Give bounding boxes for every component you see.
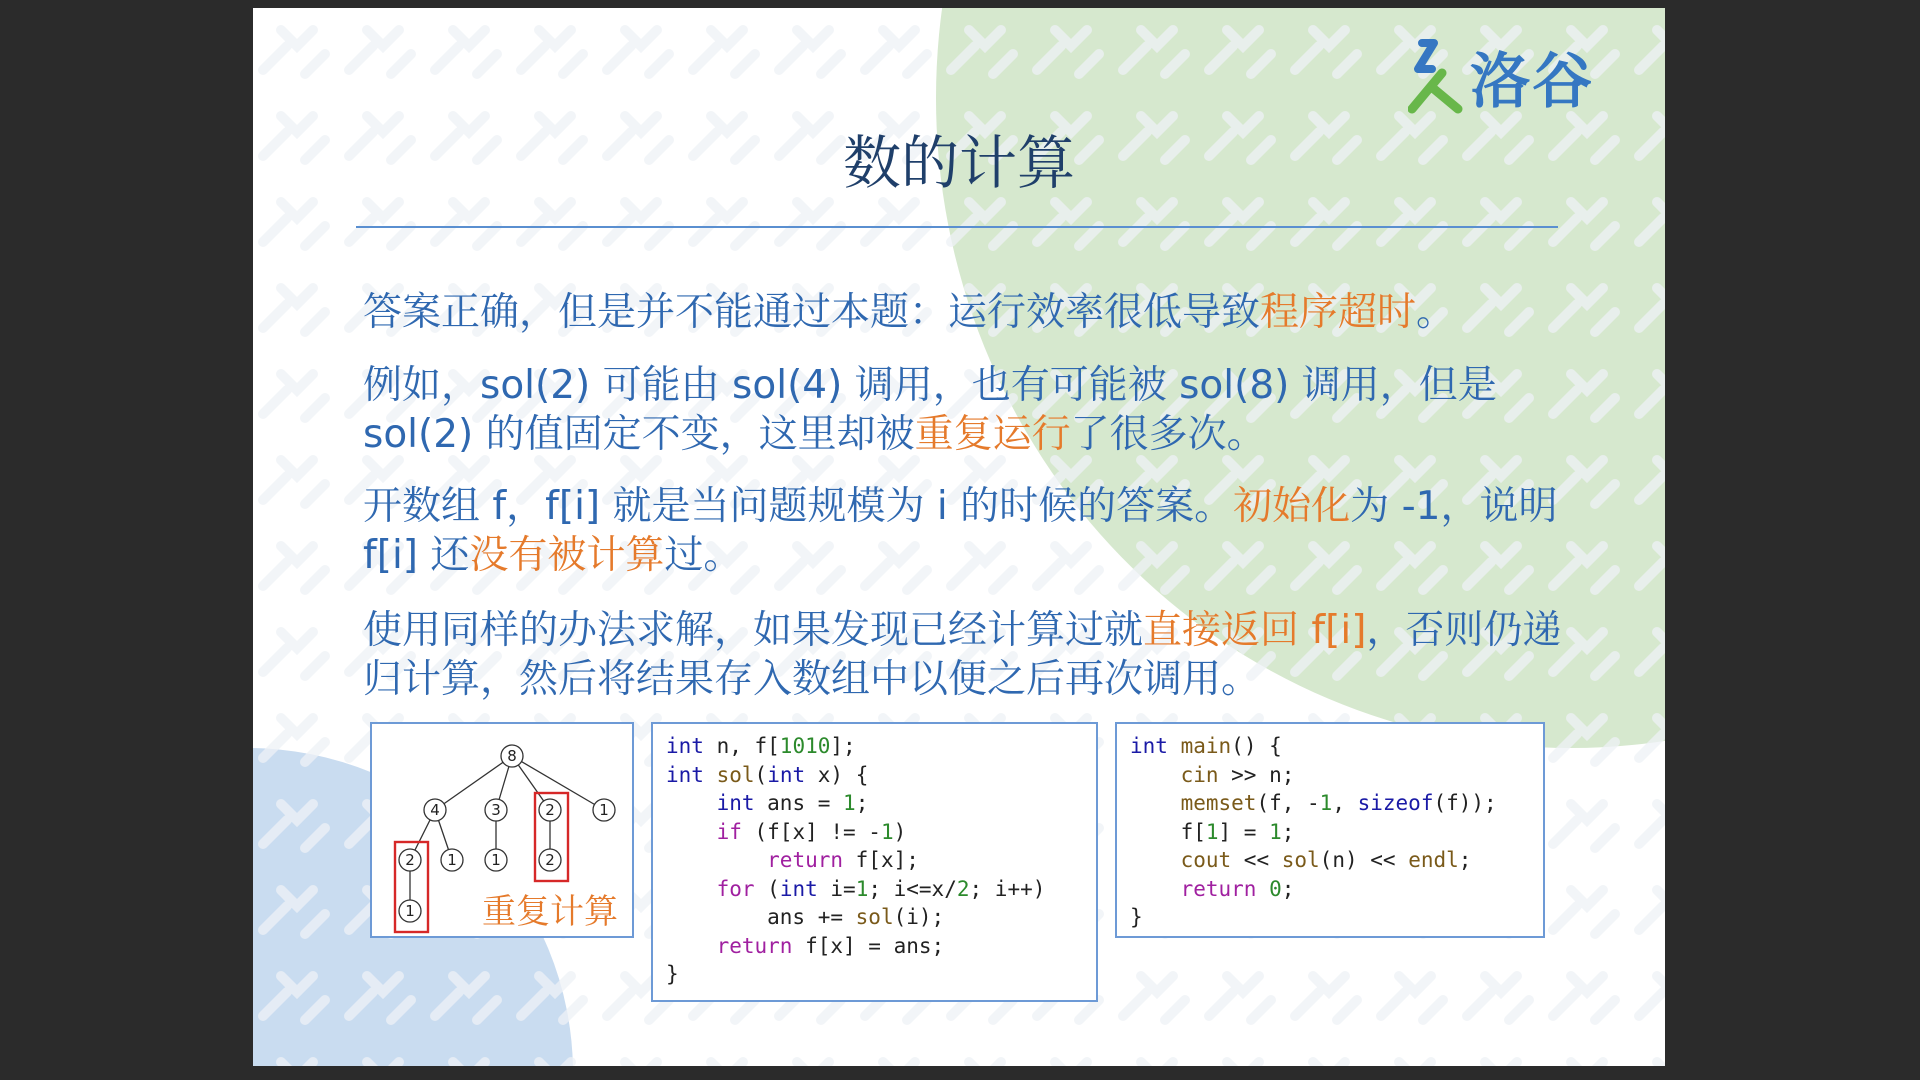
code-token: 1010: [779, 734, 831, 758]
code-token: sol: [716, 762, 755, 787]
code-token: return: [767, 848, 844, 872]
code-token: ,: [1332, 791, 1358, 815]
tree-node: 3: [491, 801, 501, 819]
p3-end: 过。: [664, 533, 743, 578]
p3-text: 开数组 f，f[i] 就是当问题规模为 i 的时候的答案。: [363, 484, 1234, 529]
code-token: [666, 877, 717, 901]
tree-node: 2: [545, 851, 555, 869]
code-token: [666, 934, 717, 958]
tree-node: 4: [430, 801, 440, 819]
code-token: sol: [855, 905, 894, 929]
p4-text: 使用同样的办法求解，如果发现已经计算过就: [363, 608, 1144, 653]
title-divider: [356, 226, 1558, 228]
code-block-sol: [651, 722, 1098, 1002]
code-token: ;: [855, 791, 869, 815]
tree-node: 2: [545, 801, 555, 819]
code-token: (f[x] != -: [741, 819, 881, 844]
code-token: memset: [1180, 791, 1257, 815]
p2-text: 例如，sol(2) 可能由 sol(4) 调用，也有可能被 sol(8) 调用，但是 sol(2) 的值固定不变，这里却被: [363, 363, 1497, 457]
code-token: [1130, 877, 1181, 901]
code-token: }: [666, 962, 679, 986]
tree-node: 1: [599, 801, 609, 819]
code-token: return: [1180, 876, 1257, 901]
p1-highlight: 程序超时: [1260, 290, 1417, 335]
code-token: ;: [1458, 848, 1472, 872]
code-token: 1: [1269, 819, 1282, 844]
code-token: (f));: [1433, 791, 1497, 815]
code-token: (i);: [893, 905, 945, 929]
code-block-main: [1115, 722, 1545, 938]
paragraph-4: [363, 606, 1583, 704]
code-token: ans +=: [666, 905, 856, 929]
p4-end: ，否则仍递归计算，然后将结果存入数组中以便之后再次调用。: [363, 608, 1562, 702]
paragraph-1: [363, 288, 1583, 337]
code-token: f[: [1130, 819, 1206, 844]
p2-end: 了很多次。: [1070, 412, 1266, 457]
p2-highlight: 重复运行: [914, 412, 1071, 457]
code-token: ];: [830, 734, 856, 758]
code-token: <<: [1231, 848, 1282, 872]
p3-middle: 为 -1，说明 f[i] 还: [363, 484, 1558, 578]
code-token: (f, -: [1256, 791, 1320, 815]
tree-node: 2: [405, 851, 415, 869]
code-token: [666, 820, 717, 844]
code-token: 0: [1269, 876, 1282, 901]
code-token: ] =: [1218, 819, 1270, 844]
code-sol: [653, 724, 1096, 989]
tree-node: 1: [447, 851, 457, 869]
p1-end: 。: [1416, 290, 1456, 335]
logo-text: 洛谷: [1470, 47, 1594, 117]
tree-node: 8: [507, 747, 517, 765]
recursion-tree-figure: [370, 722, 634, 938]
paragraph-3: [363, 482, 1583, 580]
code-token: int: [1130, 734, 1168, 758]
code-token: [1130, 791, 1181, 815]
p3-highlight-1: 初始化: [1233, 484, 1351, 529]
code-token: }: [1130, 905, 1143, 929]
code-token: 1: [843, 791, 856, 815]
code-token: 1: [880, 819, 894, 844]
slide-title: 数的计算: [842, 129, 1075, 197]
tree-node: 1: [405, 902, 415, 920]
code-token: x) {: [805, 762, 869, 787]
code-token: main: [1180, 734, 1232, 758]
code-token: [666, 848, 767, 872]
code-token: ; i++): [969, 876, 1046, 901]
tree-node: 1: [491, 851, 501, 869]
code-token: int: [666, 734, 704, 758]
code-token: (n) <<: [1319, 848, 1409, 872]
code-token: endl: [1408, 848, 1459, 872]
code-token: [666, 791, 717, 815]
code-token: (: [754, 876, 780, 901]
code-token: ): [893, 819, 907, 844]
code-main: [1117, 724, 1543, 932]
code-token: int: [716, 791, 755, 815]
code-token: 1: [1319, 791, 1333, 815]
code-token: 1: [855, 876, 869, 901]
code-token: int: [779, 876, 818, 901]
code-token: for: [716, 876, 755, 901]
code-token: sizeof: [1357, 791, 1434, 815]
code-token: cout: [1180, 848, 1232, 872]
slide: [253, 8, 1665, 1066]
code-token: [1168, 734, 1181, 758]
p3-highlight-2: 没有被计算: [469, 533, 665, 578]
code-token: [1130, 848, 1181, 872]
code-token: i=: [817, 876, 856, 901]
code-token: return: [716, 933, 793, 958]
code-token: () {: [1231, 734, 1282, 758]
code-token: int: [767, 762, 806, 787]
code-token: ; i<=x/: [868, 876, 957, 901]
code-token: n, f[: [703, 734, 780, 758]
code-token: f[x] = ans;: [792, 933, 945, 958]
code-token: int: [666, 762, 704, 787]
code-token: (: [754, 762, 768, 787]
code-token: sol: [1281, 848, 1320, 872]
paragraph-2: [363, 361, 1583, 459]
code-token: f[x];: [843, 848, 919, 872]
code-token: 1: [1205, 819, 1219, 844]
luogu-mark-icon: [1408, 39, 1464, 115]
code-token: if: [716, 819, 742, 844]
tree-label: 重复计算: [482, 892, 618, 932]
code-token: [1130, 763, 1181, 787]
code-token: ;: [1281, 819, 1295, 844]
code-token: [1256, 877, 1269, 901]
p4-highlight: 直接返回 f[i]: [1143, 608, 1367, 653]
luogu-logo: [1408, 32, 1594, 122]
code-token: [704, 763, 717, 787]
code-token: ;: [1281, 876, 1295, 901]
code-token: 2: [956, 876, 970, 901]
code-token: >> n;: [1218, 762, 1295, 787]
code-token: ans =: [754, 791, 844, 815]
code-token: cin: [1180, 762, 1219, 787]
p1-text: 答案正确，但是并不能通过本题：运行效率很低导致: [363, 290, 1261, 335]
